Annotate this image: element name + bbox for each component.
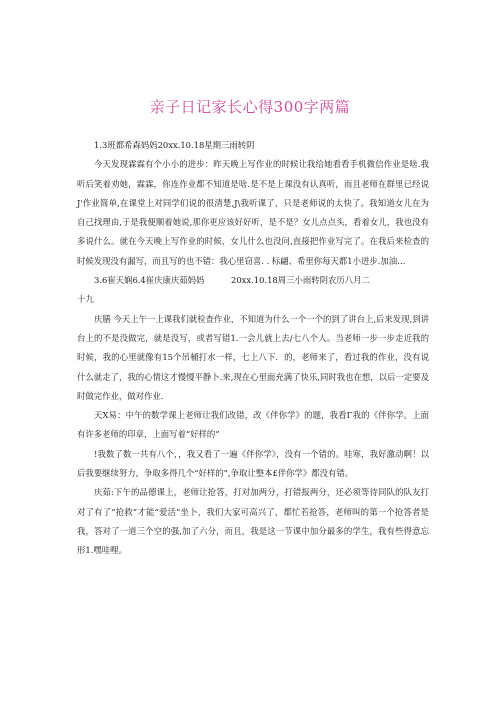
entry-1-header: 1.3班都希森妈妈20xx.10.18星期三雨转阴	[94, 140, 255, 150]
entry-2-header: 3.6崔天娴6.4崔庆康庆茹妈妈 20xx.10.18周三小雨转阴农历八月二	[94, 275, 370, 286]
entry-1-paragraph: 今天发现霖霖有个小小的进步：昨天晚上写作业的时候让我给她看看手机微信作业是啥.我听后笑着劝她，霖霖，你连作业都不知道是啥.是不是上课没有认真听，而且老师在群里已经说J'作业简单,在课堂上对同学们说的很清楚,J\我听课了，只是老师说的太快了。我知道女儿在为自己找理由,于是我便顺着她说,那你更应该好好听，是不是？女儿点点头，看着女儿，我也没有多说什么。就在今天晚上写作业的时候，女儿什么也没问,直接把作业写完了。在我后来检查的时候发现没有漏写，而且写的也不错：我心里窃喜. . 标翩、希里你每天都1小进步.加油…	[77, 159, 429, 266]
entry-2-paragraph-2: 天X易：中午的数学课上老师让我们改错，改《伴你学》的题，我看Γ我的《伴你学。上面有许多老师的印章，上面写着“好样的”	[77, 410, 429, 440]
entry-2-paragraph-3: !我数了数一共有八个，，我又看了一遍《伴你学》，没有一个错的。哇寒，我好激动啊！以后我要继续努力，争取多得几个“好样的”,争取让整本£伴你学》都没有错。	[77, 448, 429, 479]
document-title: 亲子日记家长心得300字两篇	[149, 98, 351, 116]
entry-2-paragraph-4: 庆茹:下午的品德课上，老师让抢答，打对加两分，打错报两分，还必须等待同队的队友打对了有了“抢救”才能“爱活”坐卜，我们大家可高兴了，都忙若抢答，老师叫的第一个抢答者是我，答对了一道三个空的强,加了六分，而且，我是这一节课中加分最多的学生，我有些得意忘形1.嘿哇哩。	[77, 487, 429, 556]
entry-2-header-continuation: 十九	[77, 294, 94, 305]
entry-2-paragraph-1: 庆膳 今天上午一上课我们就检查作业，不知道为什么一个一个的到了讲台上,后来发现,到讲台上的不是没做完，就是没写，或者写错1.一会儿就上去/七八个人。当老师一步一步走近我的时候，我的心里就像有15个吊桶打水一样，七上八下．的，老师来了，看过我的作业，没有说什么就走了，我的心情这才慢慢平静卜.来,现在心里面充满了快乐,同时我也在想，以后一定要及时做完作业，做对作业.	[77, 313, 429, 401]
document-body	[77, 136, 429, 561]
